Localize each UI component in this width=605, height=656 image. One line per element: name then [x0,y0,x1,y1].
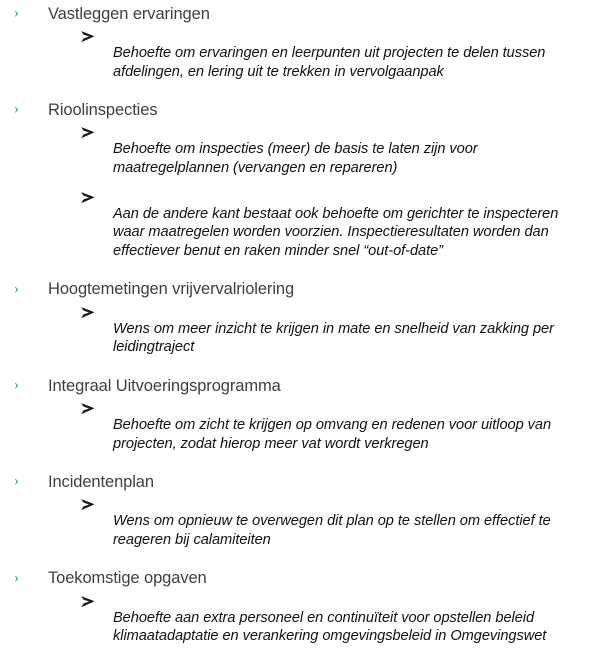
arrowhead-bullet-icon [80,497,98,513]
arrowhead-bullet-icon [80,594,98,610]
bullet-section [0,468,605,559]
section-spacer [0,81,605,91]
section-heading-label: Rioolinspecties [48,100,158,119]
section-heading-label: Incidentenplan [48,472,154,491]
chevron-right-bullet-icon: › [14,280,19,297]
arrowhead-bullet-icon [80,190,98,206]
sub-bullet-text: Behoefte om ervaringen en leerpunten uit projecten te delen tussen afdelingen, en lering uit te trekken in vervolgaanpak [113,45,546,80]
section-spacer [0,261,605,271]
section-heading-label: Integraal Uitvoeringsprogramma [48,376,281,395]
sub-bullet-text: Behoefte om zicht te krijgen op omvang en redenen voor uitloop van projecten, zodat hierop meer vat wordt verkregen [113,417,552,452]
section-heading-row [0,96,605,124]
section-heading-row [0,468,605,496]
section-heading-label: Toekomstige opgaven [48,569,207,588]
bullet-section [0,0,605,91]
section-spacer [0,646,605,656]
section-spacer [0,453,605,463]
sub-bullet-item [0,402,605,453]
sub-bullet-text: Wens om opnieuw te overwegen dit plan op te stellen om effectief te reageren bij calamiteiten [113,513,551,549]
section-heading-row [0,276,605,304]
sub-bullet-text: Behoefte om inspecties (meer) de basis te laten zijn voor maatregelplannen (vervangen en repareren) [113,141,478,177]
arrowhead-bullet-icon [80,305,98,321]
bullet-section [0,96,605,270]
sub-bullet-text: Behoefte aan extra personeel en continuïteit voor opstellen beleid klimaatadaptatie en verankering omgevingsbeleid in Omgevingswet [113,609,547,645]
section-spacer [0,550,605,560]
sub-bullet-item [0,306,605,357]
sub-bullet-item [0,191,605,261]
sub-bullet-item [0,126,605,177]
chevron-right-bullet-icon: › [14,569,19,586]
arrowhead-bullet-icon [80,125,98,141]
bullet-section [0,276,605,367]
section-heading-row [0,372,605,400]
section-heading-label: Hoogtemetingen vrijvervalriolering [48,280,295,299]
sub-bullet-item [0,498,605,549]
sub-bullet-item [0,595,605,646]
section-spacer [0,357,605,367]
chevron-right-bullet-icon: › [14,5,19,22]
bullet-section [0,372,605,463]
sub-bullet-text: Wens om meer inzicht te krijgen in mate en snelheid van zakking per leidingtraject [113,320,554,356]
bullet-section [0,565,605,656]
chevron-right-bullet-icon: › [14,101,19,118]
arrowhead-bullet-icon [80,401,98,417]
sub-bullet-item [0,30,605,81]
arrowhead-bullet-icon [80,29,98,45]
chevron-right-bullet-icon: › [14,377,19,394]
section-heading-row [0,565,605,593]
section-heading-row [0,0,605,28]
chevron-right-bullet-icon: › [14,473,19,490]
section-heading-label: Vastleggen ervaringen [48,4,210,23]
sub-bullet-text: Aan de andere kant bestaat ook behoefte om gerichter te inspecteren waar maatregelen worden voorzien. Inspectieresultaten worden dan effectiever benut en raken minder snel “out-of-date” [113,205,559,260]
